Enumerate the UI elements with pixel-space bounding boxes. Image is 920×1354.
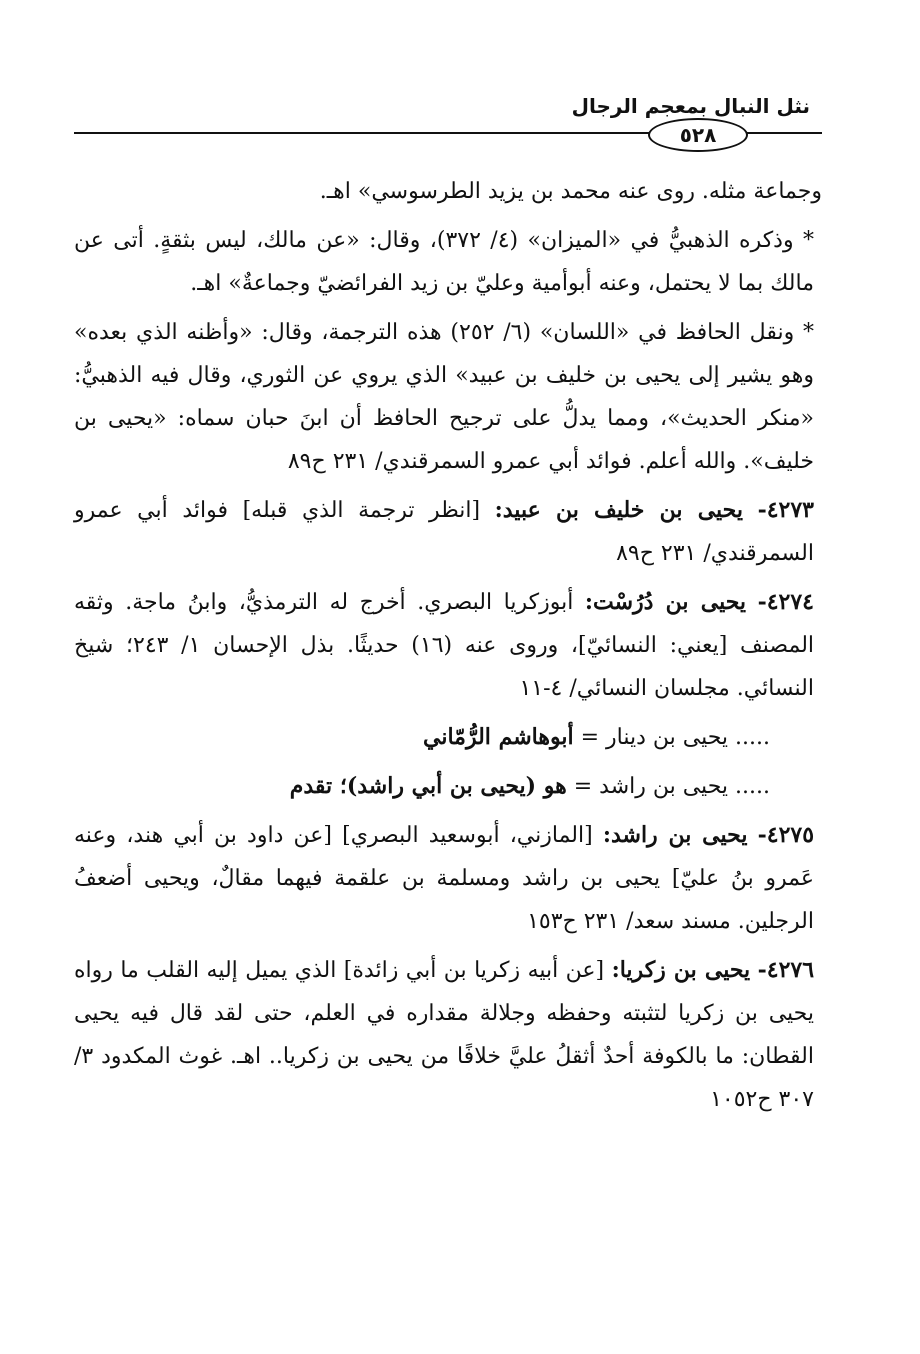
page-body — [74, 170, 822, 1127]
entry-number: ٤٢٧٥- — [757, 822, 815, 848]
paragraph-continuation: وجماعة مثله. روى عنه محمد بن يزيد الطرسوسي» اهـ. — [319, 179, 822, 204]
cross-reference — [74, 765, 822, 808]
paragraph-dhahabi-note: * وذكره الذهبيُّ في «الميزان» (٤/ ٣٧٢)، وقال: «عن مالك، ليس بثقةٍ. أتى عن مالك بما لا يحتمل، وعنه أبوأمية وعليّ بن زيد الفرائضيّ وجماعةٌ» اهـ. — [74, 228, 815, 296]
entry-name: يحيى بن دُرُسْت: — [584, 589, 747, 615]
entry-text: [المازني، أبوسعيد البصري] [عن داود بن أبي هند، وعنه عَمرو بنُ عليّ] يحيى بن راشد ومسلمة بن علقمة فيهما مقالٌ، ويحيى أضعفُ الرجلين. مسند سعد/ ٢٣١ ح١٥٣ — [74, 823, 814, 934]
entry-4273 — [74, 489, 822, 575]
entry-number: ٤٢٧٣- — [757, 497, 814, 523]
leader-dots: ..... — [735, 725, 770, 750]
cross-reference-name: يحيى بن راشد = — [573, 774, 729, 799]
entry-4276 — [74, 949, 822, 1121]
entry-name: يحيى بن زكريا: — [611, 957, 751, 983]
cross-reference — [74, 716, 822, 759]
entry-4274 — [74, 581, 822, 710]
cross-reference-name: يحيى بن دينار = — [580, 725, 729, 750]
entry-number: ٤٢٧٤- — [757, 589, 814, 615]
cross-reference-target: هو (يحيى بن أبي راشد)؛ تقدم — [289, 773, 567, 799]
cross-reference-target: أبوهاشم الرُّمّاني — [423, 724, 574, 750]
page-header — [74, 92, 822, 152]
entry-4275 — [74, 814, 822, 943]
entry-text: [انظر ترجمة الذي قبله] فوائد أبي عمرو السمرقندي/ ٢٣١ ح٨٩ — [74, 498, 814, 566]
paragraph-hafiz-note: * ونقل الحافظ في «اللسان» (٦/ ٢٥٢) هذه الترجمة، وقال: «وأظنه الذي بعده» وهو يشير إلى يحيى بن خليف بن عبيد» الذي يروي عن الثوري، وقال فيه الذهبيُّ: «منكر الحديث»، ومما يدلُّ على ترجيح الحافظ أن ابنَ حبان سماه: «يحيى بن خليف». والله أعلم. فوائد أبي عمرو السمرقندي/ ٢٣١ ح٨٩ — [74, 320, 814, 474]
page-number: ٥٢٨ — [648, 118, 748, 152]
book-title: نثل النبال بمعجم الرجال — [571, 94, 810, 118]
leader-dots: ..... — [735, 774, 770, 799]
entry-text: [عن أبيه زكريا بن أبي زائدة] الذي يميل إليه القلب ما رواه يحيى بن زكريا لتثبته وحفظه وجلالة مقداره في العلم، حتى لقد قال فيه يحيى القطان: ما بالكوفة أحدٌ أثقلُ عليَّ خلافًا من يحيى بن زكريا.. اهـ. غوث المكدود ٣/ ٣٠٧ ح١٠٥٢ — [74, 958, 814, 1112]
entry-name: يحيى بن خليف بن عبيد: — [494, 497, 744, 523]
entry-number: ٤٢٧٦- — [757, 957, 815, 983]
entry-text: أبوزكريا البصري. أخرج له الترمذيُّ، وابنُ ماجة. وثقه المصنف [يعني: النسائيّ]، وروى عنه (١٦) حديثًا. بذل الإحسان ١/ ٢٤٣؛ شيخ النسائي. مجلسان النسائي/ ٤-١١ — [74, 590, 815, 701]
entry-name: يحيى بن راشد: — [602, 822, 748, 848]
